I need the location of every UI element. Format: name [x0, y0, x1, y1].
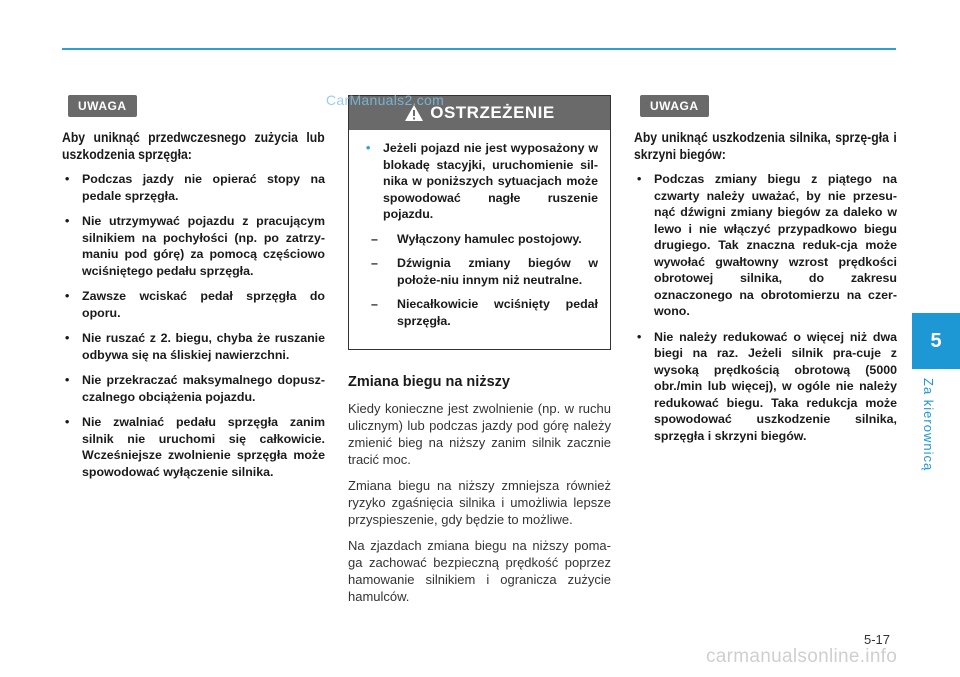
warning-title: OSTRZEŻENIE — [430, 103, 555, 122]
dash-item: – Niecałkowicie wciśnięty pedał sprzęgła. — [371, 296, 598, 329]
list-item: • Nie ruszać z 2. biegu, chyba że ruszanie odbywa się na śliskiej nawierzchni. — [62, 330, 325, 363]
paragraph: Na zjazdach zmiana biegu na niższy poma-ga zachować bezpieczną prędkość poprzez hamowanie silnikiem i ogranicza zużycie hamulców. — [348, 538, 611, 604]
column-left — [62, 95, 325, 489]
caution-badge: UWAGA — [640, 95, 709, 117]
list-item: • Jeżeli pojazd nie jest wyposażony w blokadę stacyjki, uruchomienie sil-nika w poniższych sytuacjach może spowodować nagłe ruszenie pojazdu. — [363, 140, 598, 223]
warning-list — [363, 140, 598, 223]
column-right — [634, 95, 897, 453]
dash-item: – Dźwignia zmiany biegów w położe-niu innym niż neutralne. — [371, 255, 598, 288]
list-item: • Podczas zmiany biegu z piątego na czwarty należy uważać, by nie przesu-nąć dźwigni zmiany biegów za daleko w lewo i nie włączyć przypadkowo biegu drugiego. Tak znaczna reduk-cja może wywołać gwałtowny wzrost prędkości obrotowej silnika, do zakresu oznaczonego na obrotomierzu na czer-wono. — [634, 171, 897, 320]
paragraph: Kiedy konieczne jest zwolnienie (np. w ruchu ulicznym) lub podczas jazdy pod górę należy zmienić bieg na niższy zanim silnik zacznie tracić moc. — [348, 401, 611, 467]
caution-heading: Aby uniknąć uszkodzenia silnika, sprzę-gła i skrzyni biegów: — [634, 130, 897, 162]
list-item: • Podczas jazdy nie opierać stopy na pedale sprzęgła. — [62, 171, 325, 204]
caution-list — [634, 171, 897, 444]
caution-badge: UWAGA — [68, 95, 137, 117]
caution-heading: Aby uniknąć przedwczesnego zużycia lub uszkodzenia sprzęgła: — [62, 130, 325, 162]
list-item: • Nie przekraczać maksymalnego dopusz-czalnego obciążenia pojazdu. — [62, 372, 325, 405]
list-item: • Nie utrzymywać pojazdu z pracującym silnikiem na pochyłości (np. po zatrzy-maniu pod górę) za pomocą częściowo wciśniętego pedału sprzęgła. — [62, 213, 325, 279]
chapter-tab[interactable]: 5 — [912, 313, 960, 369]
watermark-bottom: carmanualsonline.info — [706, 646, 898, 667]
warning-box — [348, 95, 611, 350]
top-rule — [62, 48, 896, 50]
dash-item: – Wyłączony hamulec postojowy. — [371, 231, 598, 248]
chapter-label: Za kierownicą — [921, 378, 936, 472]
page-number: 5-17 — [864, 632, 891, 647]
list-item: • Zawsze wciskać pedał sprzęgła do oporu. — [62, 288, 325, 321]
column-middle — [348, 95, 611, 614]
section-heading: Zmiana biegu na niższy — [348, 374, 510, 390]
watermark-top: CarManuals2.com — [326, 92, 445, 108]
list-item: • Nie należy redukować o więcej niż dwa biegi na raz. Jeżeli silnik pra-cuje z wysoką prędkością obrotową (5000 obr./min lub więcej), w ogóle nie należy redukować biegu. Taka redukcja może spowodować uszkodzenie silnika, sprzęgła i skrzyni biegów. — [634, 329, 897, 445]
warning-body — [349, 130, 610, 349]
paragraph: Zmiana biegu na niższy zmniejsza również ryzyko zgaśnięcia silnika i umożliwia lepsze przyspieszenie, gdy będzie to możliwe. — [348, 478, 611, 527]
caution-list — [62, 171, 325, 480]
list-item: • Nie zwalniać pedału sprzęgła zanim silnik nie uruchomi się całkowicie. Wcześniejsze zwolnienie sprzęgła może spowodować wyłączenie silnika. — [62, 414, 325, 480]
